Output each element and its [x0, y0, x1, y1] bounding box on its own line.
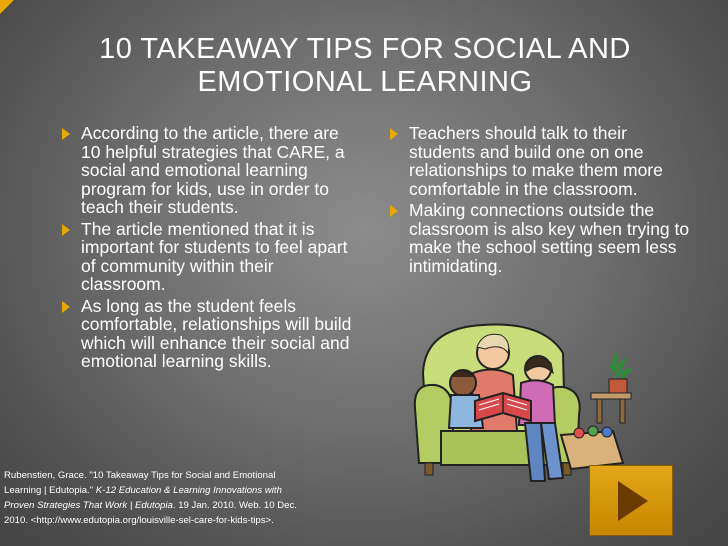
bullet-item: [62, 124, 362, 217]
bullet-text: According to the article, there are 10 helpful strategies that CARE, a social and emotional learning program for kids, use in order to teach their students.: [81, 123, 345, 217]
corner-accent: [0, 0, 14, 14]
bullet-item: [390, 201, 690, 275]
bullet-text: Teachers should talk to their students and build one on one relationships to make them more comfortable in the classroom.: [409, 123, 663, 199]
bullet-text: Making connections outside the classroom is also key when trying to make the school setting seem less intimidating.: [409, 200, 690, 276]
citation-source-title: K-12 Education & Learning Innovations with Proven Strategies That Work | Edutopia: [4, 485, 282, 511]
triangle-right-icon: [390, 128, 398, 140]
bullet-item: [62, 297, 362, 371]
citation-text-end: . 19 Jan. 2010. Web. 10 Dec. 2010. <http://www.edutopia.org/louisville-sel-care-for-kids-tips>.: [4, 500, 297, 526]
triangle-right-icon: [62, 128, 70, 140]
right-bullet-list: [390, 124, 690, 278]
citation-text: Rubenstien, Grace. "10 Takeaway Tips for Social and Emotional Learning | Edutopia.": [4, 470, 276, 496]
triangle-right-icon: [390, 205, 398, 217]
bullet-item: [390, 124, 690, 198]
next-slide-button[interactable]: [589, 465, 673, 536]
bullet-text: The article mentioned that it is important for students to feel apart of community within their classroom.: [81, 218, 348, 294]
slide-title: 10 TAKEAWAY TIPS FOR SOCIAL AND EMOTIONAL LEARNING: [99, 33, 631, 98]
bullet-item: [62, 220, 362, 294]
citation: [4, 468, 304, 528]
bullet-text: As long as the student feels comfortable, relationships will build which will enhance their social and emotional learning skills.: [81, 295, 352, 371]
left-bullet-list: [62, 124, 362, 374]
play-icon: [618, 481, 648, 521]
triangle-right-icon: [62, 224, 70, 236]
triangle-right-icon: [62, 301, 70, 313]
reading-clipart-illustration: [413, 313, 638, 488]
